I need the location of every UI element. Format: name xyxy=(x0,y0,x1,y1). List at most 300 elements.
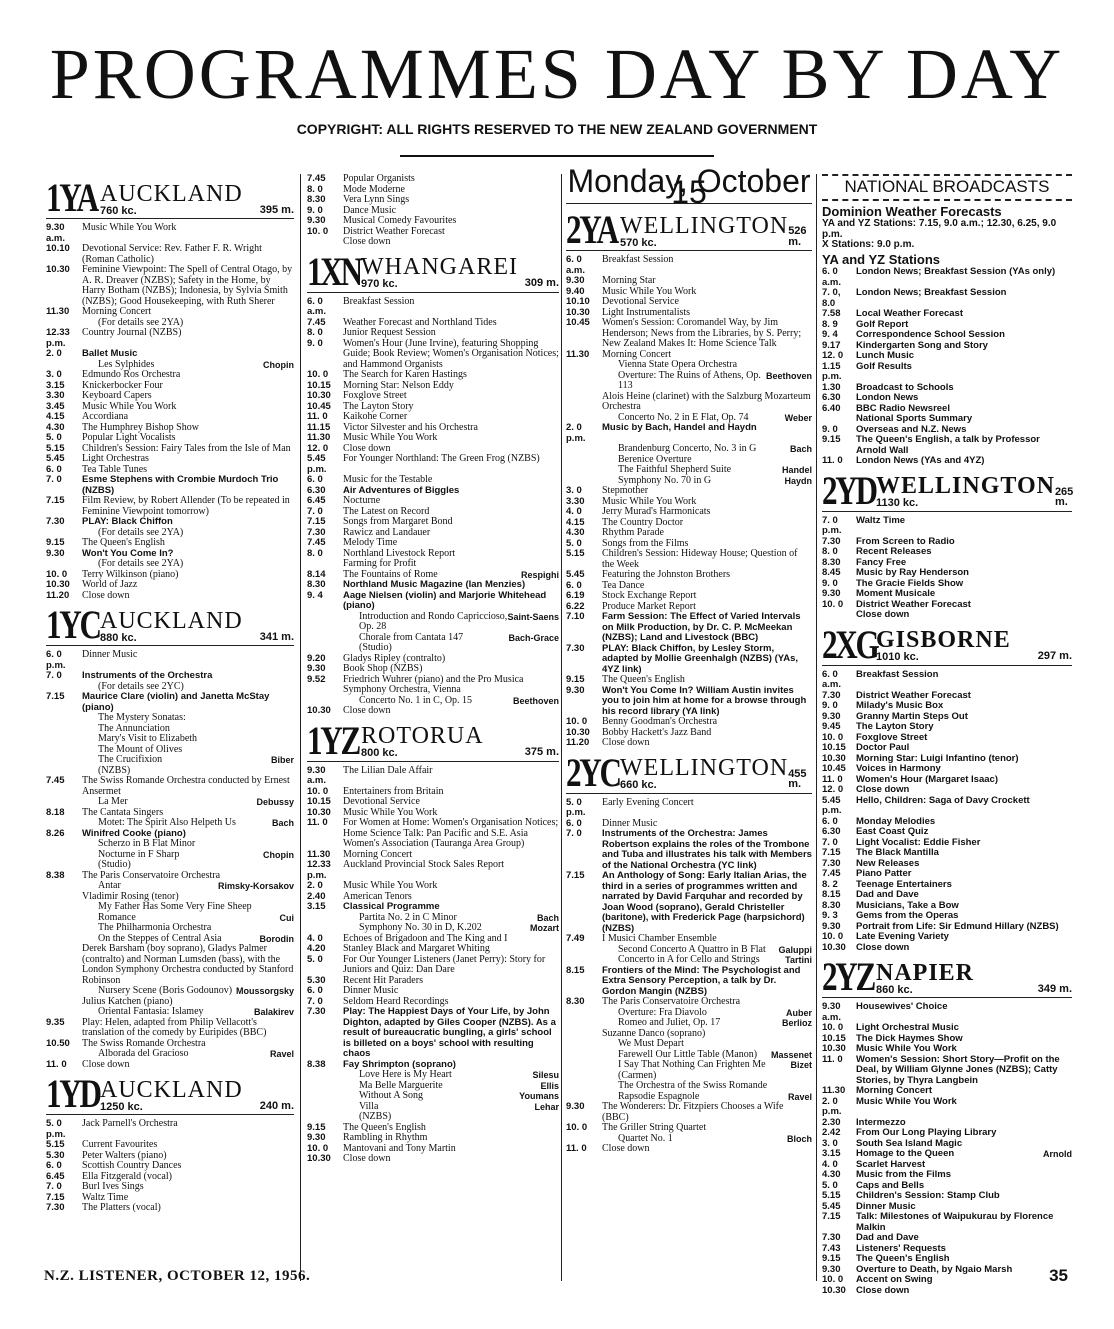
station-wavelength: 395 m. xyxy=(259,203,294,216)
programme-text: Vienna State Opera Orchestra xyxy=(618,359,738,370)
programme-time: 5. 0 p.m. xyxy=(566,796,586,818)
programme-text: The Layton Story xyxy=(343,400,414,412)
programme-entry xyxy=(566,686,812,718)
programme-title xyxy=(343,860,559,881)
programme-text: The Cantata Singers xyxy=(82,806,164,818)
station-header-2yz xyxy=(822,954,1072,999)
station-name: WELLINGTON xyxy=(876,473,1055,499)
programme-text: Granny Martin Steps Out xyxy=(856,710,968,722)
programme-text: Golf Report xyxy=(856,318,909,330)
programme-time: 7.15 xyxy=(307,516,326,527)
programme-text: The Paris Conservatoire Orchestra xyxy=(82,869,221,881)
programme-time: 10. 0 xyxy=(822,1022,844,1033)
programme-time xyxy=(46,745,82,756)
composer: Bach-Grace xyxy=(508,632,559,643)
programme-text: Quartet No. 1 xyxy=(618,1132,673,1144)
composer: Arnold xyxy=(1043,1149,1072,1159)
programme-time: 7.30 xyxy=(822,689,841,701)
programme-text: Music by Ray Henderson xyxy=(856,567,969,578)
programme-title xyxy=(602,423,812,444)
programme-text: Symphony No. 30 in D, K.202 xyxy=(359,922,482,933)
programme-time: 4.30 xyxy=(822,1169,841,1180)
programme-text: London News; Breakfast Session xyxy=(856,287,1007,298)
programme-text: Brandenburg Concerto, No. 3 in G xyxy=(618,443,757,454)
programme-title xyxy=(856,456,1072,467)
programme-entry xyxy=(46,1119,294,1140)
programme-time: 11.30 xyxy=(566,348,590,360)
programme-text: Alois Heine (clarinet) with the Salzburg Mozarteum Orchestra xyxy=(602,390,811,412)
composer: Ellis xyxy=(540,1080,559,1091)
programme-text: Romance xyxy=(98,911,136,923)
composer: Tartini xyxy=(785,955,812,965)
programme-time xyxy=(566,1018,602,1029)
programme-text: Bobby Hackett's Jazz Band xyxy=(602,726,712,738)
station-header-2ya xyxy=(566,207,812,252)
programme-text: The Crucifixion xyxy=(98,754,163,765)
station-wavelength: 341 m. xyxy=(259,630,294,643)
programme-time xyxy=(566,1050,602,1061)
programme-text: Close down xyxy=(82,1058,130,1070)
programme-title xyxy=(82,1018,294,1039)
programme-text: Late Evening Variety xyxy=(856,931,949,942)
programme-title xyxy=(343,675,559,696)
programme-text: Piano Patter xyxy=(856,868,912,879)
programme-title xyxy=(856,362,1072,383)
programme-title xyxy=(82,328,294,349)
programme-time: 11.30 xyxy=(46,306,70,317)
programme-title xyxy=(856,1097,1072,1118)
programme-text: Women's Session: Coromandel Way, by Jim Henderson; News from the Libraries, by S. Perry; New Zealand Makes It: Home Science Talk xyxy=(602,317,802,349)
programme-title xyxy=(82,944,294,986)
programme-text: La Mer xyxy=(98,796,128,807)
programme-time: 10.10 xyxy=(566,296,590,307)
programme-entry xyxy=(307,1007,559,1060)
programme-time: 7.45 xyxy=(307,173,326,184)
programme-text: London News; Breakfast Session (YAs only) xyxy=(856,266,1056,277)
programme-text: Waltz Time xyxy=(82,1191,129,1203)
programme-text: Women's Hour (Margaret Isaac) xyxy=(856,773,998,785)
column-3 xyxy=(566,163,812,1281)
programme-text: Julius Katchen (piano) xyxy=(82,995,173,1007)
programme-text: Nocturne in F Sharp xyxy=(98,848,180,860)
programme-time: 5.45 xyxy=(46,453,65,464)
programme-title xyxy=(82,776,294,797)
programme-text: The Wonderers: Dr. Fitzpiers Chooses a Wife (BBC) xyxy=(602,1101,784,1123)
column-4 xyxy=(822,174,1074,1296)
station-name: WHANGAREI xyxy=(361,254,518,280)
programme-time: 9.20 xyxy=(307,652,326,664)
programme-time: 7. 0 xyxy=(46,474,62,485)
programme-time: 2. 0 xyxy=(46,348,62,359)
programme-text: Children's Session: Hideway House; Question of the Week xyxy=(602,548,798,570)
programme-text: Close down xyxy=(602,1143,650,1154)
programme-title xyxy=(343,1154,559,1165)
programme-time: 9.30 xyxy=(822,710,841,722)
programme-text: Maurice Clare (violin) and Janetta McStay (piano) xyxy=(82,691,270,713)
programme-text: Auckland Provincial Stock Sales Report xyxy=(343,859,505,870)
programme-time: 5.45 xyxy=(566,569,585,580)
programme-time: 8.30 xyxy=(566,996,585,1007)
programme-entry xyxy=(46,692,294,713)
programme-text: Ella Fitzgerald (vocal) xyxy=(82,1170,172,1182)
programme-text: Edmundo Ros Orchestra xyxy=(82,369,181,380)
programme-text: (For details see 2YC) xyxy=(98,680,184,692)
programme-title xyxy=(856,267,1072,288)
programme-time: 12. 0 xyxy=(822,784,844,795)
programme-list-1xn xyxy=(307,297,559,717)
programme-text: Air Adventures of Biggles xyxy=(343,484,460,496)
programme-title xyxy=(602,738,812,749)
programme-text: (NZBS) xyxy=(359,1111,392,1122)
programme-time: 11. 0 xyxy=(307,411,328,422)
programme-text: Melody Time xyxy=(343,537,398,548)
programme-text: Seldom Heard Recordings xyxy=(343,995,449,1007)
programme-time: 9.30 xyxy=(566,275,585,286)
programme-time: 10.30 xyxy=(307,390,331,401)
programme-title xyxy=(82,223,294,244)
station-wavelength: 240 m. xyxy=(259,1099,294,1112)
programme-time: 7.15 xyxy=(822,847,841,858)
programme-text: Play: Helen, adapted from Philip Vellacott's translation of the comedy by Euripides (BBC) xyxy=(82,1016,267,1038)
programme-entry xyxy=(566,738,812,749)
programme-text: Weather Forecast and Northland Tides xyxy=(343,316,497,328)
composer: Chopin xyxy=(263,849,294,860)
programme-title xyxy=(602,1144,812,1155)
programme-time: 6.30 xyxy=(822,392,841,403)
programme-text: Northland Livestock Report xyxy=(343,547,456,559)
programme-text: Morning Concert xyxy=(82,306,152,317)
programme-text: Current Favourites xyxy=(82,1139,158,1150)
programme-text: Instruments of the Orchestra: James Robertson explains the roles of the Trombone and Tuba and illustrates his talk with Members of the National Orchestra (YC link) xyxy=(602,828,812,871)
programme-text: The Griller String Quartet xyxy=(602,1122,707,1133)
programme-text: Recent Releases xyxy=(856,546,932,557)
programme-time: 1.30 xyxy=(822,381,841,393)
station-header-2yd xyxy=(822,467,1074,513)
programme-list-1yd-continued xyxy=(307,174,559,248)
programme-text: American Tenors xyxy=(343,890,412,902)
programme-text: Villa xyxy=(359,1100,379,1112)
programme-title xyxy=(343,1007,559,1060)
call-sign: 2YD xyxy=(822,467,876,513)
programme-text: Mary's Visit to Elizabeth xyxy=(98,733,198,744)
programme-title xyxy=(856,670,1072,691)
programme-entry xyxy=(822,267,1072,288)
programme-time: 4. 0 xyxy=(822,1158,838,1170)
programme-time: 8.15 xyxy=(822,889,841,900)
programme-text: (Studio) xyxy=(98,859,131,870)
programme-entry xyxy=(307,706,559,717)
programme-text: The Platters (vocal) xyxy=(82,1202,161,1213)
programme-text: Breakfast Session xyxy=(343,295,415,307)
programme-time: 6.40 xyxy=(822,402,841,414)
column-divider xyxy=(816,174,817,1281)
programme-entry xyxy=(822,1097,1072,1118)
column-divider xyxy=(561,174,562,1281)
programme-time: 12. 0 xyxy=(822,350,844,361)
programme-text: Northland Music Magazine (Ian Menzies) xyxy=(343,579,526,590)
programme-entry xyxy=(566,1144,812,1155)
programme-time: 5.15 xyxy=(46,442,65,454)
programme-text: Moment Musicale xyxy=(856,588,936,599)
programme-text: Milady's Music Box xyxy=(856,700,944,711)
programme-entry xyxy=(566,1060,812,1081)
station-name: AUCKLAND xyxy=(100,607,243,634)
programme-text: Scottish Country Dances xyxy=(82,1160,182,1171)
programme-time: 9.30 xyxy=(566,1101,585,1112)
programme-time xyxy=(307,1070,343,1081)
programme-text: Homage to the Queen xyxy=(856,1148,955,1159)
programme-title xyxy=(602,686,812,718)
programme-title xyxy=(602,255,812,276)
programme-text: Chorale from Cantata 147 xyxy=(359,631,464,643)
programme-time xyxy=(46,797,82,808)
programme-time: 3. 0 xyxy=(566,485,582,496)
programme-entry xyxy=(46,244,294,265)
programme-time: 10.30 xyxy=(307,705,331,716)
programme-time: 6.30 xyxy=(307,484,326,496)
programme-time: 7.15 xyxy=(46,691,65,702)
programme-time: 7.15 xyxy=(566,870,585,881)
composer: Galuppi xyxy=(778,944,812,955)
call-sign: 2YZ xyxy=(822,954,874,999)
programme-text: Concerto No. 2 in E Flat, Op. 74 xyxy=(618,411,749,423)
programme-time: 10.45 xyxy=(566,317,590,328)
station-header-1yz xyxy=(307,717,559,763)
programme-text: The Fountains of Rome xyxy=(343,568,438,580)
programme-title xyxy=(82,650,294,671)
programme-text: Fay Shrimpton (soprano) xyxy=(343,1058,456,1070)
programme-time: 6. 0 xyxy=(566,817,582,829)
programme-text: The Mystery Sonatas: xyxy=(98,712,186,723)
station-wavelength: 297 m. xyxy=(1037,650,1072,662)
programme-text: Dad and Dave xyxy=(856,889,919,900)
programme-text: Popular Organists xyxy=(343,173,415,184)
programme-text: The Queen's English xyxy=(82,537,165,548)
programme-text: Tea Dance xyxy=(602,579,645,591)
station-wavelength: 526 m. xyxy=(788,225,807,248)
programme-text: Instruments of the Orchestra xyxy=(82,670,213,681)
programme-title xyxy=(343,706,559,717)
programme-time: 9.30 a.m. xyxy=(46,222,66,244)
programme-title xyxy=(856,943,1072,954)
programme-text: District Weather Forecast xyxy=(856,689,971,701)
programme-text: Classical Programme xyxy=(343,901,440,912)
programme-text: Correspondence School Session xyxy=(856,329,1005,340)
programme-entry xyxy=(566,966,812,998)
programme-time: 5. 0 xyxy=(822,1179,838,1191)
programme-entry xyxy=(566,1123,812,1134)
programme-time: 8.14 xyxy=(307,568,326,580)
programme-text: Frontiers of the Mind: The Psychologist and Extra Sensory Perception, a talk by Dr. Gordon Mangin (NZBS) xyxy=(602,964,801,997)
programme-text: Talk: Milestones of Waipukurau by Florence Malkin xyxy=(856,1211,1054,1233)
programme-entry xyxy=(307,237,559,248)
programme-title xyxy=(602,829,812,871)
programme-time: 5.15 xyxy=(566,548,585,559)
programme-entry xyxy=(566,829,812,871)
programme-text: London News (YAs and 4YZ) xyxy=(856,455,985,466)
programme-text: Keyboard Capers xyxy=(82,390,152,401)
programme-time: 9.17 xyxy=(822,339,841,351)
composer: Auber xyxy=(785,1007,812,1018)
station-frequency: 570 kc. xyxy=(620,236,657,249)
composer: Debussy xyxy=(256,797,294,807)
station-header-1yd xyxy=(46,1071,294,1116)
programme-time: 2. 0 p.m. xyxy=(566,422,586,444)
programme-text: Peter Walters (piano) xyxy=(82,1149,167,1161)
programme-text: Stock Exchange Report xyxy=(602,590,697,601)
programme-text: Broadcast to Schools xyxy=(856,381,954,393)
station-frequency: 1250 kc. xyxy=(100,1100,143,1113)
composer: Weber xyxy=(784,412,812,423)
programme-time: 7.30 xyxy=(46,1202,65,1213)
programme-text: The Faithful Shepherd Suite xyxy=(618,464,732,475)
programme-time: 8. 0 xyxy=(822,546,838,557)
programme-text: Berenice Overture xyxy=(618,453,692,465)
programme-text: The Dick Haymes Show xyxy=(856,1032,963,1044)
programme-time: 9.30 xyxy=(46,547,65,559)
programme-text: London News xyxy=(856,392,919,403)
programme-text: Featuring the Johnston Brothers xyxy=(602,569,731,580)
programme-text: Close down xyxy=(343,1153,391,1164)
column-2 xyxy=(307,174,559,1281)
programme-text: Burl Ives Sings xyxy=(82,1181,144,1192)
programme-time: 10. 0 xyxy=(307,225,329,237)
programme-time: 7.49 xyxy=(566,933,585,944)
call-sign: 2YA xyxy=(566,207,617,252)
programme-time: 9.15 xyxy=(822,1253,841,1264)
programme-time: 6.30 xyxy=(822,826,841,837)
programme-time: 4.30 xyxy=(566,527,585,538)
programme-text: The Swiss Romande Orchestra conducted by Ernest Ansermet xyxy=(82,775,290,797)
programme-text: Breakfast Session xyxy=(856,668,939,680)
programme-entry xyxy=(46,223,294,244)
programme-text: Love Here is My Heart xyxy=(359,1069,452,1080)
programme-time xyxy=(46,559,82,570)
programme-text: Portrait from Life: Sir Edmund Hillary (NZBS) xyxy=(856,920,1059,932)
programme-text: District Weather Forecast xyxy=(343,225,445,237)
programme-time xyxy=(566,444,602,455)
programme-time: 9.15 xyxy=(307,1121,326,1133)
programme-time: 10.30 xyxy=(822,1043,846,1054)
programme-title xyxy=(856,1055,1072,1087)
programme-time: 3. 0 xyxy=(46,369,62,380)
programme-time: 12.33 p.m. xyxy=(46,327,70,349)
programme-entry xyxy=(566,871,812,934)
programme-text: Junior Request Session xyxy=(343,327,436,338)
programme-time xyxy=(46,850,82,861)
programme-text: Recent Hit Paraders xyxy=(343,974,423,986)
composer: Berlioz xyxy=(781,1018,812,1028)
programme-time: 6.45 xyxy=(46,1170,65,1182)
programme-time: 11.30 xyxy=(822,1085,846,1096)
programme-time: 3.15 xyxy=(307,901,326,912)
programme-time xyxy=(566,955,602,966)
programme-time: 11. 0 xyxy=(822,773,843,785)
programme-time: 4.15 xyxy=(566,516,585,528)
programme-time: 4.30 xyxy=(46,421,65,433)
programme-entry xyxy=(566,1029,812,1040)
station-wavelength: 265 m. xyxy=(1054,485,1074,508)
programme-time: 10.30 xyxy=(46,264,70,275)
programme-text: Morning Concert xyxy=(856,1085,932,1096)
programme-text: Vera Lynn Sings xyxy=(343,194,410,205)
station-wavelength: 455 m. xyxy=(788,767,807,790)
programme-title xyxy=(343,297,559,318)
programme-time: 9.30 xyxy=(822,1263,841,1275)
programme-entry xyxy=(822,1286,1072,1297)
programme-time xyxy=(46,839,82,850)
programme-time: 10. 0 xyxy=(307,369,329,380)
programme-time: 9.30 xyxy=(307,1132,326,1143)
composer: Silesu xyxy=(532,1070,559,1080)
programme-text: Voices in Harmony xyxy=(856,763,941,774)
programme-time: 12.33 p.m. xyxy=(307,859,331,881)
programme-time xyxy=(46,860,82,871)
programme-time: 6.19 xyxy=(566,590,585,601)
programme-text: Children's Session: Stamp Club xyxy=(856,1190,1000,1201)
programme-entry xyxy=(822,456,1072,467)
programme-text: Light Orchestral Music xyxy=(856,1022,959,1033)
programme-entry xyxy=(46,944,294,986)
programme-time: 10.15 xyxy=(307,379,331,391)
programme-title xyxy=(602,644,812,676)
programme-title xyxy=(602,1060,812,1081)
programme-text: The Queen's English xyxy=(343,1121,426,1133)
programme-text: Intermezzo xyxy=(856,1116,906,1128)
programme-title xyxy=(602,871,812,934)
programme-time: 4. 0 xyxy=(307,932,323,944)
programme-text: Doctor Paul xyxy=(856,742,910,753)
programme-text: Concerto in A for Cello and Strings xyxy=(618,954,760,965)
programme-text: The Black Mantilla xyxy=(856,847,939,858)
ya-yz-stations-title: YA and YZ Stations xyxy=(822,251,940,267)
programme-time: 10.30 xyxy=(46,579,70,590)
programme-time: 7. 0 xyxy=(566,828,582,839)
station-frequency: 1010 kc. xyxy=(876,651,919,663)
day-heading: Monday, October 15 xyxy=(567,163,811,210)
programme-text: Early Evening Concert xyxy=(602,796,694,808)
programme-text: Overture: Fra Diavolo xyxy=(618,1006,707,1018)
programme-text: Book Shop (NZBS) xyxy=(343,663,423,674)
programme-time: 10.30 xyxy=(307,806,331,818)
programme-title xyxy=(856,1286,1072,1297)
programme-time: 7.15 xyxy=(46,1191,65,1203)
programme-list-2yc xyxy=(566,798,812,1155)
programme-time: 9.30 xyxy=(566,684,585,696)
programme-time: 7.45 xyxy=(46,775,65,786)
programme-title xyxy=(343,339,559,371)
programme-text: I Say That Nothing Can Frighten Me (Carmen) xyxy=(618,1059,766,1081)
programme-time: 10. 0 xyxy=(307,785,329,797)
programme-entry xyxy=(307,675,559,696)
programme-text: For Younger Northland: The Green Frog (NZBS) xyxy=(343,453,540,464)
issue-footer: N.Z. LISTENER, OCTOBER 12, 1956. xyxy=(44,1268,311,1284)
programme-time: 10.15 xyxy=(822,742,846,753)
programme-title xyxy=(343,818,559,850)
programme-text: Knickerbocker Four xyxy=(82,379,163,391)
programme-time: 10. 0 xyxy=(822,731,844,743)
station-wavelength: 375 m. xyxy=(524,746,559,758)
programme-entry xyxy=(307,454,559,475)
programme-title xyxy=(602,1102,812,1123)
programme-text: PLAY: Black Chiffon xyxy=(82,516,173,527)
programme-text: For Women at Home: Women's Organisation Notices; Home Science Talk: Pan Pacific and S.E. Asia Women's Association (Tauranga Area Group) xyxy=(343,817,559,849)
programme-list-2ya xyxy=(566,255,812,749)
programme-time: 4.20 xyxy=(307,943,326,954)
programme-time: 11. 0 xyxy=(822,455,843,466)
station-header-2xg xyxy=(822,621,1072,667)
programme-time: 9.15 xyxy=(822,434,841,445)
